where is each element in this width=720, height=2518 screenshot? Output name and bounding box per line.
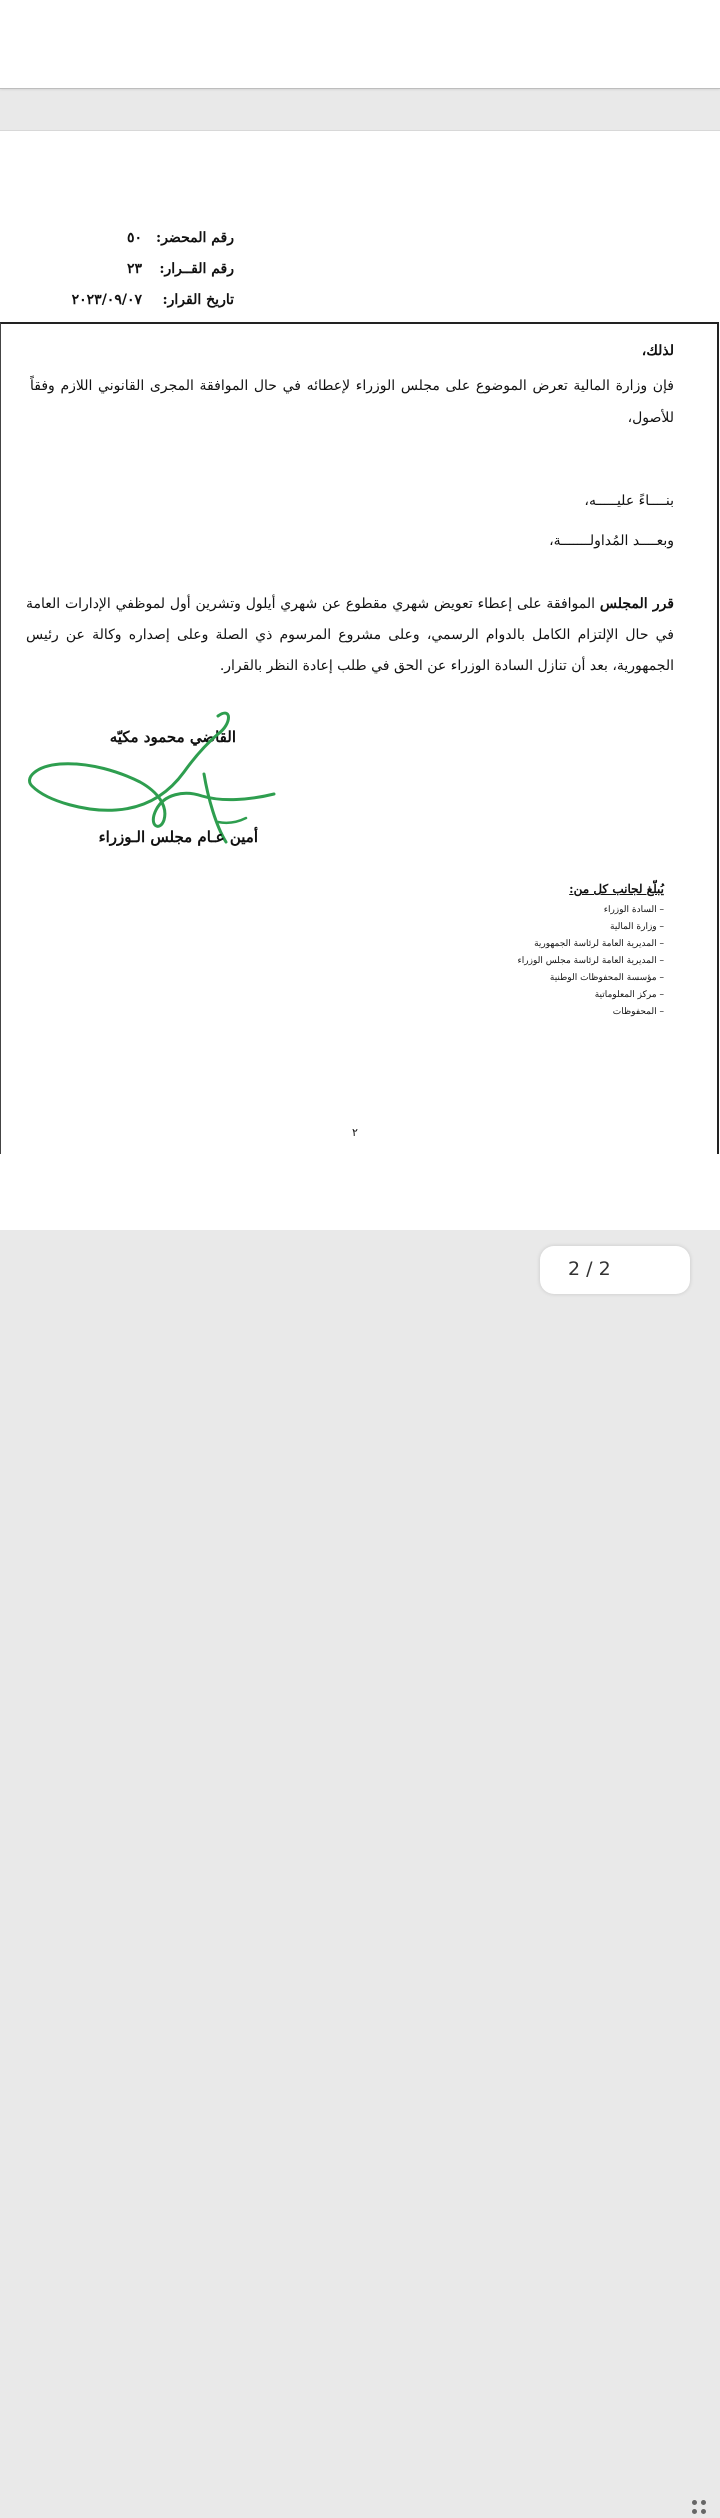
distribution-title: يُبلّغ لجانب كل من: [569,882,664,896]
accordingly-line: بنــــاءً عليـــــه، [584,493,674,509]
page-indicator-text: 2 / 2 [568,1258,611,1280]
decision-date-value: ٢٠٢٣/٠٩/٠٧ [71,291,142,308]
decision-date-row [14,284,234,315]
decision-meta [14,222,234,315]
distribution-list [464,882,664,1021]
decision-paragraph [26,589,674,682]
distribution-item: – مركز المعلوماتية [594,990,664,1000]
decision-text: الموافقة على إعطاء تعويض شهري مقطوع عن شهري أيلول وتشرين أول لموظفي الإدارات العامة في حال الإلتزام الكامل بالدوام الرسمي، وعلى مشروع المرسوم ذي الصلة وعلى إصداره وكالة عن رئيس الجمهورية، بعد أن تنازل السادة الوزراء عن الحق في طلب إعادة النظر بالقرار. [26,596,674,674]
page-number: ٢ [352,1126,358,1139]
signatory-title: أمين عـام مجلس الـوزراء [98,828,258,846]
distribution-item: – السادة الوزراء [603,905,664,915]
distribution-item: – المحفوظات [612,1007,664,1017]
distribution-item: – المديرية العامة لرئاسة الجمهورية [534,939,664,949]
decision-number-label: رقم القــرار: [159,260,234,277]
decision-lead: قرر المجلس [599,596,675,612]
deliberation-line: وبعــــد المُداولـــــــة، [549,533,674,549]
document-page [0,130,720,1230]
grid-dots-icon[interactable] [692,2500,710,2518]
decision-number-value: ٢٣ [126,260,142,277]
decision-date-label: تاريخ القرار: [162,291,234,308]
minutes-number-value: ٥٠ [126,229,142,246]
distribution-item: – المديرية العامة لرئاسة مجلس الوزراء [517,956,664,966]
distribution-item: – وزارة المالية [610,922,664,932]
therefore-line: لذلك، [641,343,674,359]
page-top-edge [0,130,720,131]
minutes-number-row [14,222,234,253]
decision-number-row [14,253,234,284]
signatory-name: القاضي محمود مكيّه [109,728,236,746]
minutes-number-label: رقم المحضر: [156,229,234,246]
distribution-item: – مؤسسة المحفوظات الوطنية [549,973,664,983]
previous-page [0,0,720,89]
finance-paragraph: فإن وزارة المالية تعرض الموضوع على مجلس الوزراء لإعطائه في حال الموافقة المجرى القانوني اللازم وفقاً للأصول، [30,378,674,426]
page-indicator[interactable] [540,1246,690,1294]
